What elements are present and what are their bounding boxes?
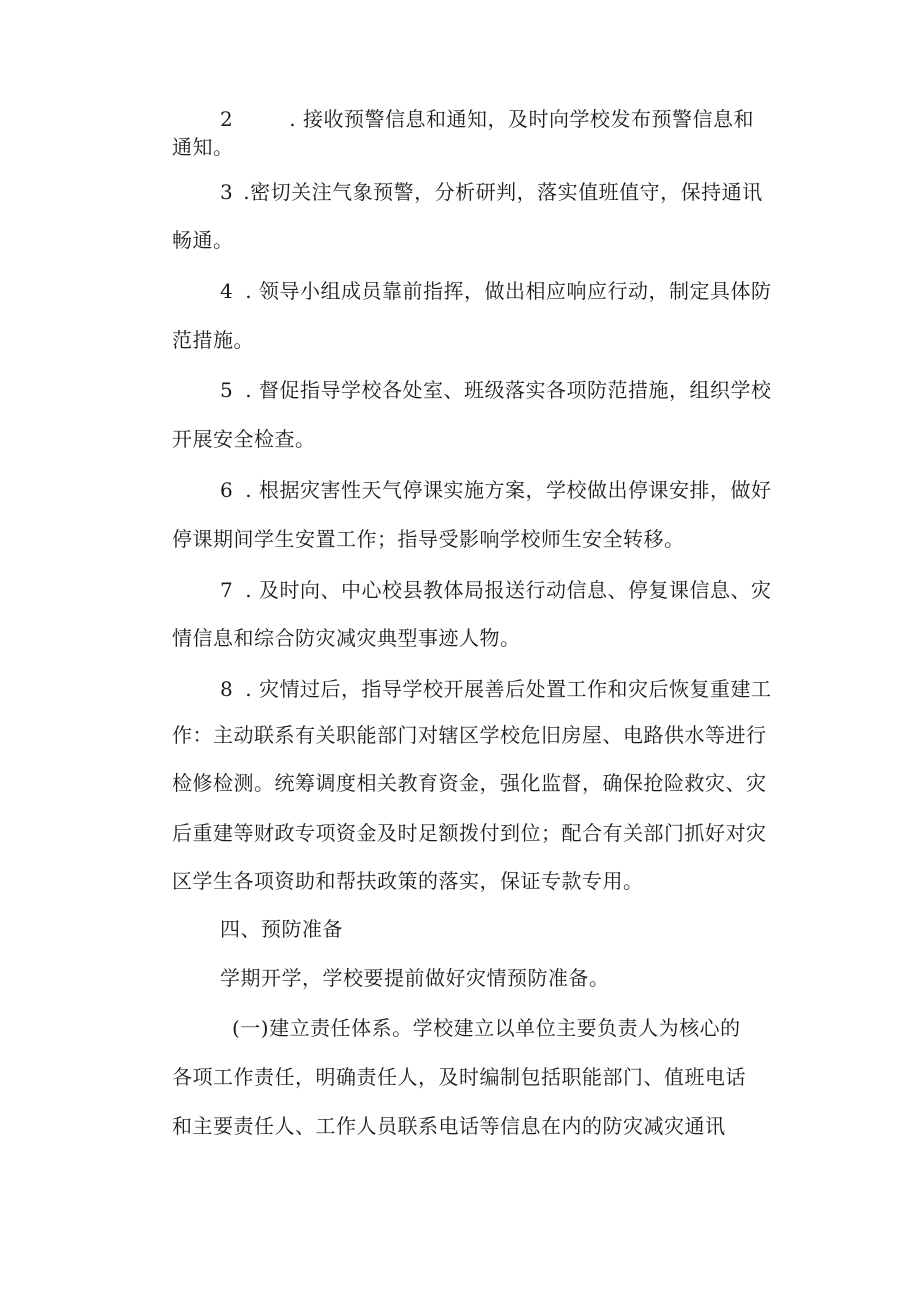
section-intro: 学期开学，学校要提前做好灾情预防准备。 <box>220 966 610 990</box>
subsection-line-1: (一)建立责任体系。学校建立以单位主要负责人为核心的 <box>232 1016 741 1040</box>
item-7-number: 7 <box>220 578 234 602</box>
item-4-number: 4 <box>220 279 234 303</box>
item-8-line-3: 检修检测。统筹调度相关教育资金，强化监督，确保抢险救灾、灾 <box>172 771 767 795</box>
item-8-line-1 <box>220 677 800 701</box>
item-7-text: . 及时向、中心校县教体局报送行动信息、停复课信息、灾 <box>245 578 772 602</box>
item-5-line-1 <box>220 378 800 402</box>
item-2-line-2: 通知。 <box>172 135 234 159</box>
item-4-line-1 <box>220 279 800 303</box>
item-4-text: . 领导小组成员靠前指挥，做出相应响应行动，制定具体防 <box>245 279 772 303</box>
item-5-text: . 督促指导学校各处室、班级落实各项防范措施，组织学校 <box>245 378 772 402</box>
item-2-number: 2 <box>220 107 234 131</box>
item-5-line-2: 开展安全检查。 <box>172 427 316 451</box>
item-3-line-2: 畅通。 <box>172 228 234 252</box>
item-7-line-1 <box>220 578 800 602</box>
item-8-line-4: 后重建等财政专项资金及时足额拨付到位；配合有关部门抓好对灾 <box>172 821 767 845</box>
section-heading: 四、预防准备 <box>220 917 343 941</box>
item-2-line-1 <box>220 107 800 131</box>
subsection-line-3: 和主要责任人、工作人员联系电话等信息在内的防灾减灾通讯 <box>172 1114 726 1138</box>
item-3-line-1 <box>220 180 800 204</box>
item-6-line-1 <box>220 478 800 502</box>
item-8-number: 8 <box>220 677 234 701</box>
item-3-number: 3 <box>220 180 234 204</box>
item-3-text: .密切关注气象预警，分析研判，落实值班值守，保持通讯 <box>243 180 763 204</box>
item-6-text: . 根据灾害性天气停课实施方案，学校做出停课安排，做好 <box>245 478 772 502</box>
item-8-text: . 灾情过后，指导学校开展善后处置工作和灾后恢复重建工 <box>245 677 772 701</box>
item-4-line-2: 范措施。 <box>172 328 254 352</box>
item-8-line-5: 区学生各项资助和帮扶政策的落实，保证专款专用。 <box>172 869 644 893</box>
item-6-line-2: 停课期间学生安置工作；指导受影响学校师生安全转移。 <box>172 527 685 551</box>
item-5-number: 5 <box>220 378 234 402</box>
item-8-line-2: 作：主动联系有关职能部门对辖区学校危旧房屋、电路供水等进行 <box>172 723 767 747</box>
item-6-number: 6 <box>220 478 234 502</box>
item-7-line-2: 情信息和综合防灾减灾典型事迹人物。 <box>172 626 521 650</box>
item-2-text: . 接收预警信息和通知，及时向学校发布预警信息和 <box>289 107 754 131</box>
subsection-line-2: 各项工作责任，明确责任人，及时编制包括职能部门、值班电话 <box>172 1065 746 1089</box>
